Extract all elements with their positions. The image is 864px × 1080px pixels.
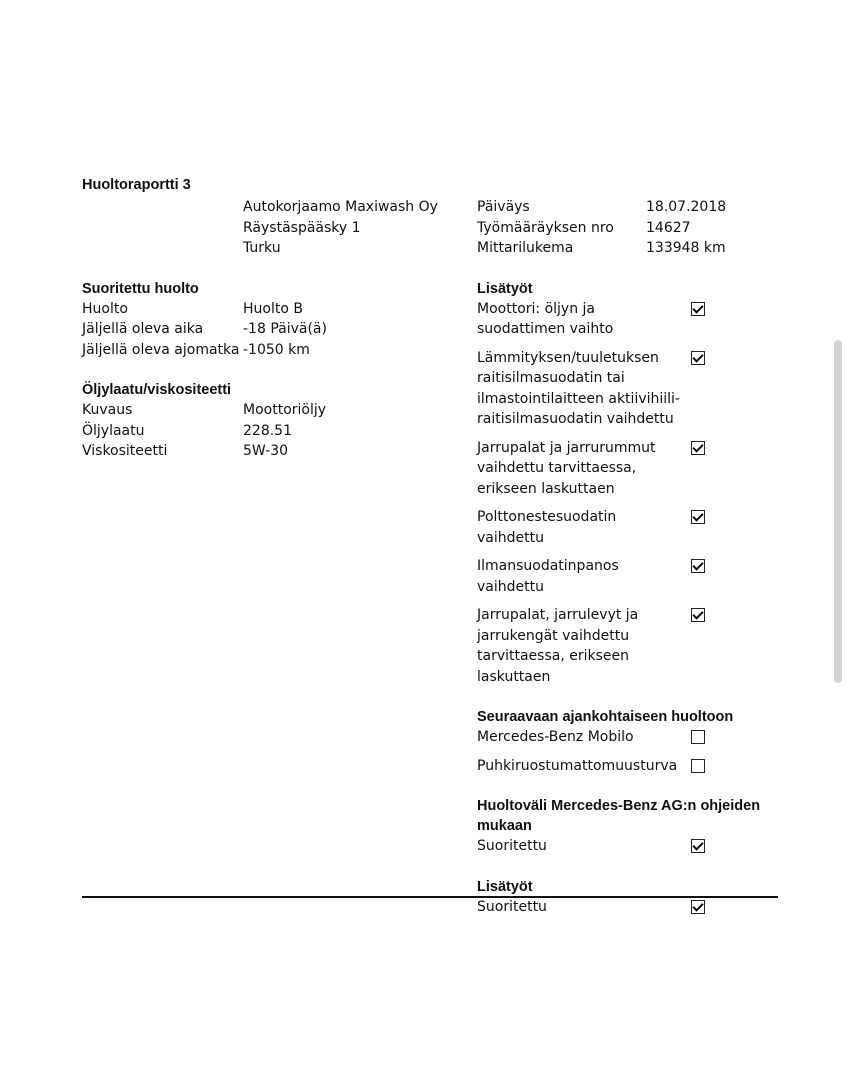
check-item-fuel-filter <box>477 507 778 548</box>
date-label: Päiväys <box>477 199 530 215</box>
oil-quality-row <box>82 421 477 442</box>
next-service-section <box>477 707 778 776</box>
checkbox-checked-icon[interactable] <box>691 608 705 622</box>
check-item-text: Suoritettu <box>477 898 547 915</box>
checkbox-checked-icon[interactable] <box>691 302 705 316</box>
service-row-value: Huolto B <box>243 300 303 317</box>
oil-quality-value: 228.51 <box>243 422 292 439</box>
oil-viscosity-row <box>82 441 477 462</box>
workshop-address <box>82 197 477 259</box>
report-title: Huoltoraportti 3 <box>82 177 191 193</box>
checkbox-checked-icon[interactable] <box>691 900 705 914</box>
check-item-air-filter <box>477 556 778 597</box>
check-item-rust-warranty <box>477 756 778 777</box>
odometer-row <box>477 238 778 259</box>
checkbox-unchecked-icon[interactable] <box>691 730 705 744</box>
work-order-label: Työmääräyksen nro <box>477 219 614 236</box>
odometer-label: Mittarilukema <box>477 240 574 256</box>
checkbox-checked-icon[interactable] <box>691 559 705 573</box>
oil-section <box>82 380 477 462</box>
workshop-name: Autokorjaamo Maxiwash Oy <box>243 199 438 215</box>
check-item-cabin-filter <box>477 348 778 430</box>
workshop-street: Räystäspääsky 1 <box>243 219 361 236</box>
check-item-mobilo <box>477 727 778 748</box>
check-item-text: Ilmansuodatinpanos vaihdettu <box>477 558 619 595</box>
scrollbar-thumb[interactable] <box>834 340 842 683</box>
work-order-row <box>477 218 778 239</box>
check-item-text: Mercedes-Benz Mobilo <box>477 729 634 745</box>
oil-description-label: Kuvaus <box>82 402 133 418</box>
check-item-text: Polttonestesuodatin vaihdettu <box>477 509 617 546</box>
work-order-value: 14627 <box>646 219 691 236</box>
date-value: 18.07.2018 <box>646 199 727 215</box>
workshop-city: Turku <box>243 240 281 256</box>
remaining-distance-value: -1050 km <box>243 341 310 358</box>
date-row <box>477 197 778 218</box>
checkbox-unchecked-icon[interactable] <box>691 759 705 773</box>
checkbox-checked-icon[interactable] <box>691 351 705 365</box>
order-info <box>477 197 778 259</box>
remaining-time-value: -18 Päivä(ä) <box>243 321 327 337</box>
additional-work-section <box>477 279 778 688</box>
check-item-interval-done <box>477 836 778 857</box>
check-item-text: Jarrupalat ja jarrurummut vaihdettu tarvittaessa, erikseen laskuttaen <box>477 439 656 497</box>
checkbox-checked-icon[interactable] <box>691 441 705 455</box>
check-item-brake-discs <box>477 605 778 687</box>
oil-heading: Öljylaatu/viskositeetti <box>82 382 232 398</box>
check-item-extra-done <box>477 897 778 918</box>
remaining-distance-row <box>82 340 477 361</box>
remaining-time-label: Jäljellä oleva aika <box>82 321 204 337</box>
oil-viscosity-label: Viskositeetti <box>82 443 168 459</box>
service-interval-section <box>477 796 778 857</box>
remaining-distance-label: Jäljellä oleva ajomatka <box>82 341 240 358</box>
checkbox-checked-icon[interactable] <box>691 839 705 853</box>
service-interval-heading: Huoltoväli Mercedes-Benz AG:n ohjeiden mukaan <box>477 798 761 834</box>
check-item-text: Lämmityksen/tuuletuksen raitisilmasuodatin tai ilmastointilaitteen aktiivihiili-raitisilmasuodatin vaihdettu <box>477 349 680 427</box>
service-row-label: Huolto <box>82 300 128 317</box>
next-service-heading: Seuraavaan ajankohtaiseen huoltoon <box>477 709 734 725</box>
check-item-brake-drums <box>477 438 778 500</box>
oil-quality-label: Öljylaatu <box>82 422 145 439</box>
performed-service-section <box>82 279 477 361</box>
checkbox-checked-icon[interactable] <box>691 510 705 524</box>
oil-description-value: Moottoriöljy <box>243 402 327 418</box>
right-column <box>477 197 778 925</box>
left-column <box>82 197 477 462</box>
check-item-text: Suoritettu <box>477 838 547 854</box>
bottom-divider <box>82 896 778 898</box>
additional-work-heading: Lisätyöt <box>477 280 533 297</box>
check-item-text: Jarrupalat, jarrulevyt ja jarrukengät vaihdettu tarvittaessa, erikseen laskuttaen <box>477 607 639 685</box>
service-row <box>82 299 477 320</box>
odometer-value: 133948 km <box>646 240 726 256</box>
report-columns <box>82 197 778 925</box>
check-item-text: Moottori: öljyn ja suodattimen vaihto <box>477 300 614 337</box>
performed-service-heading: Suoritettu huolto <box>82 280 199 297</box>
extra-work-heading: Lisätyöt <box>477 878 533 895</box>
check-item-text: Puhkiruostumattomuusturva <box>477 757 678 774</box>
oil-viscosity-value: 5W-30 <box>243 443 289 459</box>
service-report <box>82 173 778 925</box>
remaining-time-row <box>82 319 477 340</box>
oil-description-row <box>82 400 477 421</box>
check-item-oil-filter <box>477 299 778 340</box>
